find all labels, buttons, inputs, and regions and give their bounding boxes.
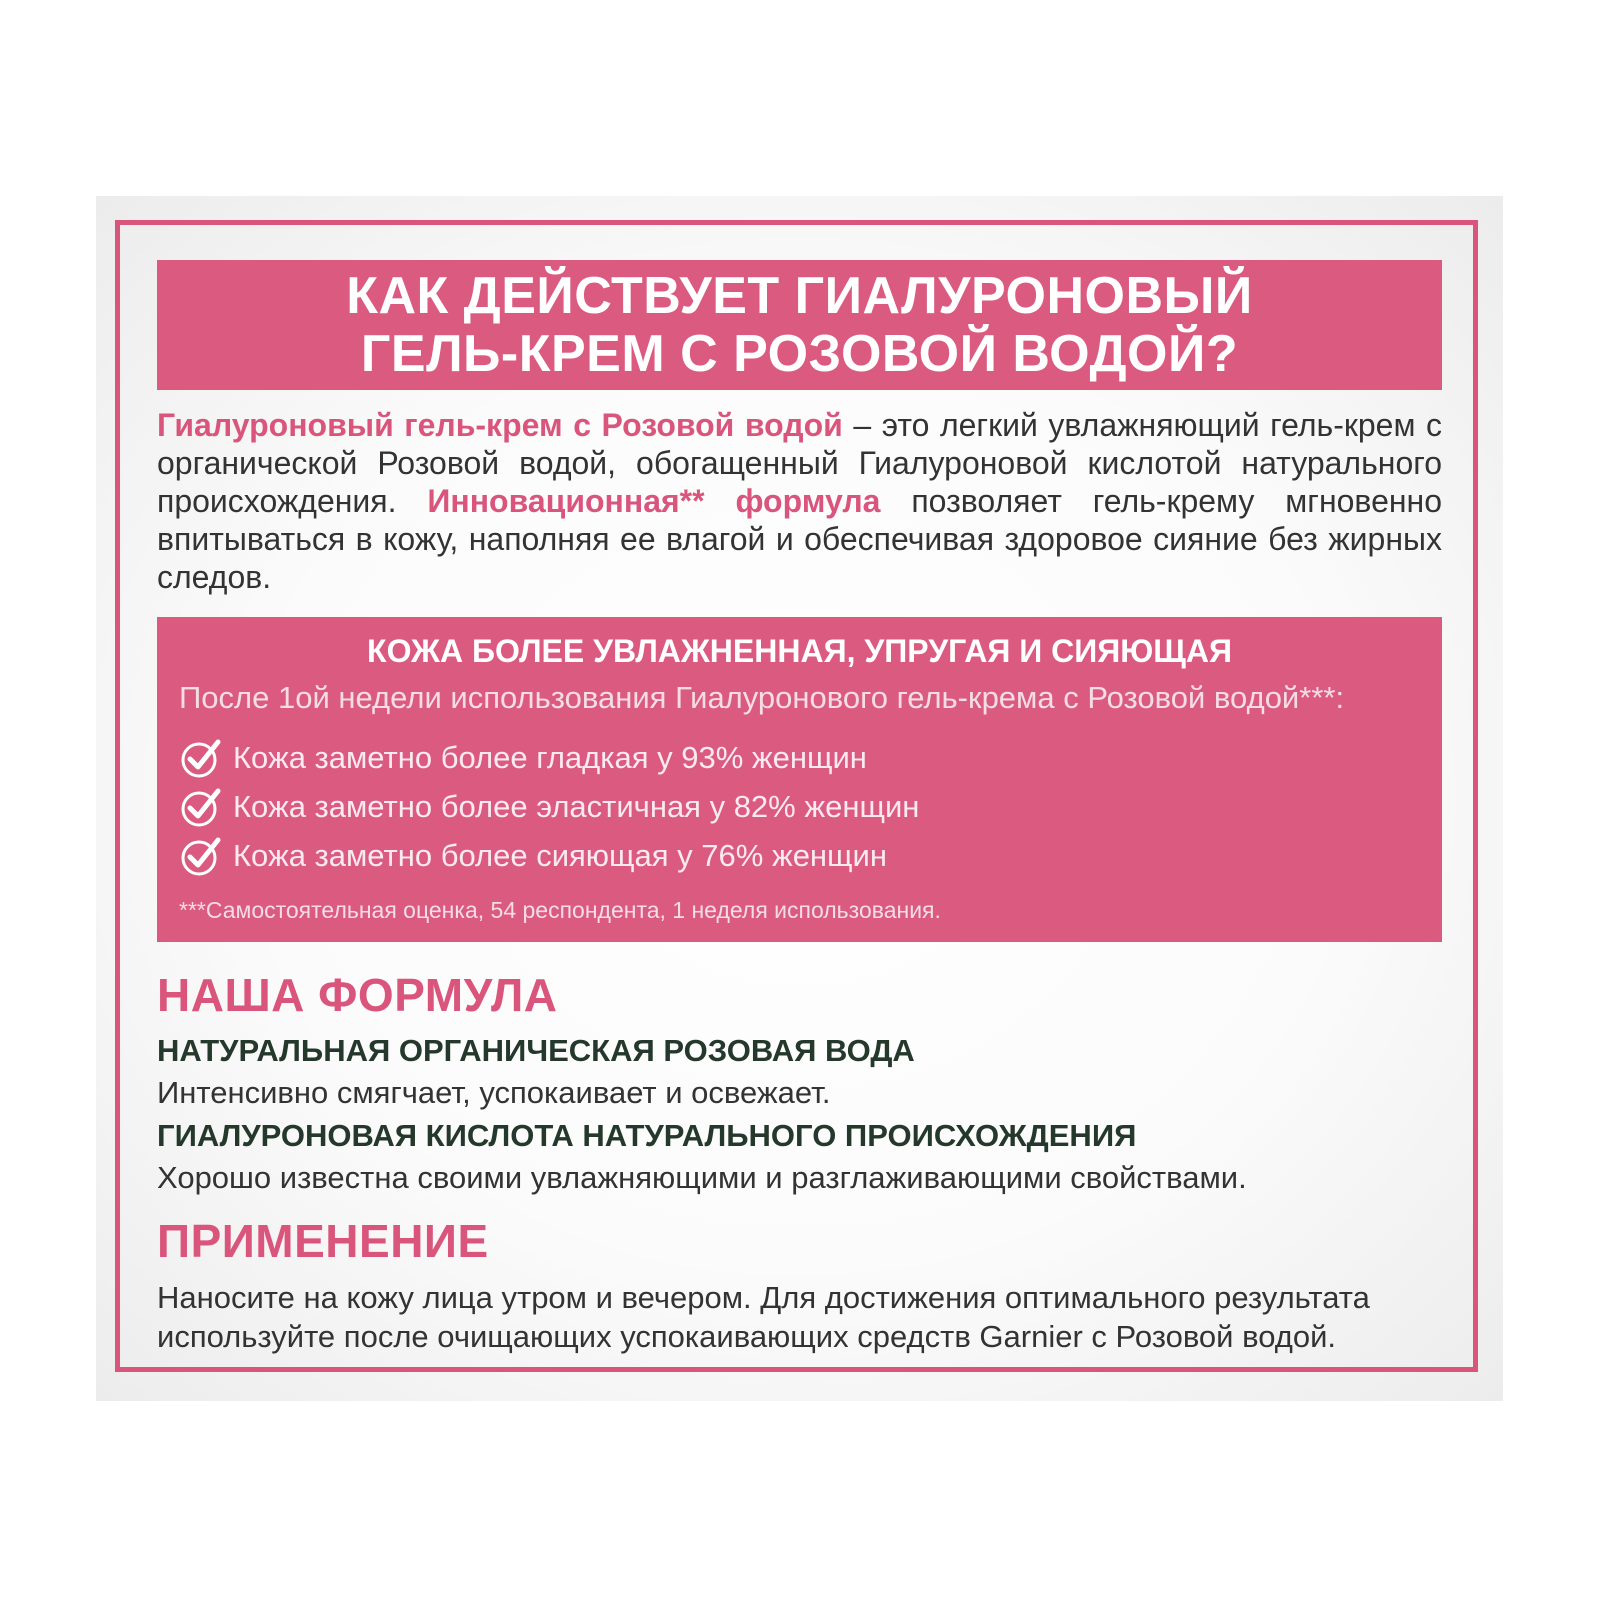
- usage-heading: ПРИМЕНЕНИЕ: [157, 1215, 489, 1267]
- intro-text-2: позволяет гель-крему мгновенно впитываться в кожу, наполняя ее влагой и обеспечивая здоровое сияние без жирных следов.: [157, 483, 1442, 595]
- title-banner: [157, 260, 1442, 390]
- benefits-footnote: ***Самостоятельная оценка, 54 респондента, 1 неделя использования.: [179, 897, 941, 923]
- title-line-1: КАК ДЕЙСТВУЕТ ГИАЛУРОНОВЫЙ: [346, 267, 1253, 325]
- list-item: [179, 733, 919, 782]
- check-circle-icon: [179, 834, 223, 878]
- list-item: [179, 782, 919, 831]
- intro-text-1: – это легкий увлажняющий гель-крем с органической Розовой водой, обогащенный Гиалуроновой кислотой натурального происхождения.: [157, 407, 1443, 519]
- ingredient-title-rose-water: НАТУРАЛЬНАЯ ОРГАНИЧЕСКАЯ РОЗОВАЯ ВОДА: [157, 1033, 915, 1068]
- benefit-text: Кожа заметно более гладкая у 93% женщин: [233, 739, 867, 775]
- benefit-text: Кожа заметно более сияющая у 76% женщин: [233, 837, 887, 873]
- formula-heading: НАША ФОРМУЛА: [157, 969, 558, 1021]
- title-line-2: ГЕЛЬ-КРЕМ С РОЗОВОЙ ВОДОЙ?: [360, 325, 1239, 383]
- benefits-title: КОЖА БОЛЕЕ УВЛАЖНЕННАЯ, УПРУГАЯ И СИЯЮЩАЯ: [367, 633, 1232, 669]
- ingredient-title-hyaluronic: ГИАЛУРОНОВАЯ КИСЛОТА НАТУРАЛЬНОГО ПРОИСХОЖДЕНИЯ: [157, 1118, 1137, 1153]
- check-circle-icon: [179, 785, 223, 829]
- benefits-list: [179, 733, 919, 880]
- list-item: [179, 831, 919, 880]
- intro-paragraph: [157, 406, 1442, 596]
- ingredient-desc-hyaluronic: Хорошо известна своими увлажняющими и разглаживающими свойствами.: [157, 1160, 1247, 1195]
- benefits-intro: После 1ой недели использования Гиалуронового гель-крема с Розовой водой***:: [179, 680, 1345, 715]
- usage-text: Наносите на кожу лица утром и вечером. Для достижения оптимального результата используйте после очищающих успокаивающих средств Garnier с Розовой водой.: [157, 1280, 1370, 1354]
- formula-highlight: Инновационная** формула: [427, 483, 881, 519]
- check-circle-icon: [179, 736, 223, 780]
- ingredient-desc-rose-water: Интенсивно смягчает, успокаивает и освежает.: [157, 1075, 831, 1110]
- benefit-text: Кожа заметно более эластичная у 82% женщин: [233, 788, 920, 824]
- benefits-panel: [157, 617, 1442, 942]
- product-name: Гиалуроновый гель-крем с Розовой водой: [157, 407, 843, 443]
